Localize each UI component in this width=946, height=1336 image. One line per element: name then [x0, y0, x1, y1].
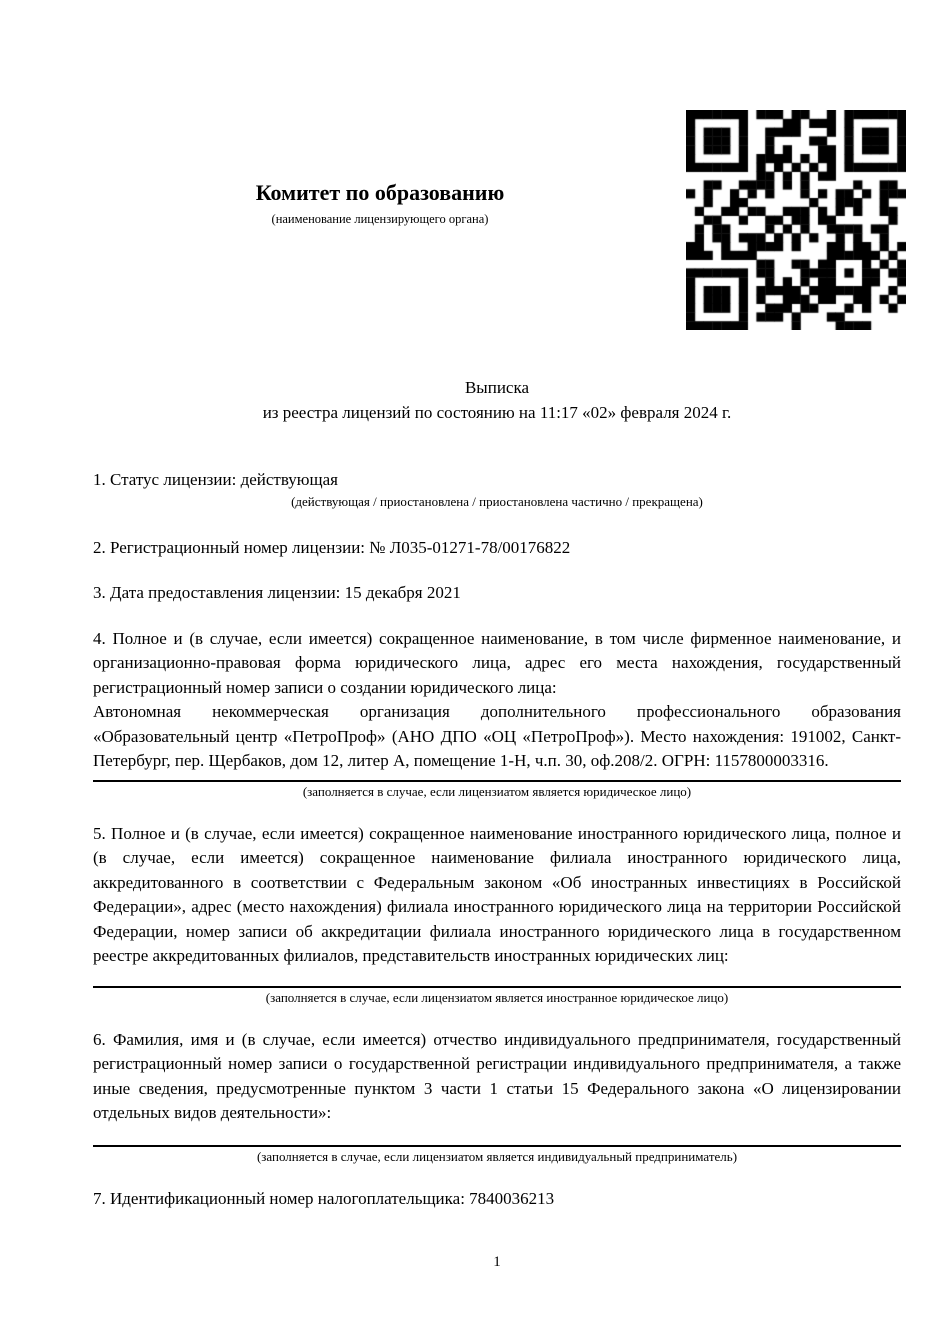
blank-field-line: [93, 986, 901, 988]
item-legal-entity: [93, 627, 901, 774]
qr-code-icon: [686, 110, 906, 330]
item-license-status-text: 1. Статус лицензии: действующая: [93, 470, 338, 489]
filled-field-line: [93, 780, 901, 782]
item-individual-entrepreneur: [93, 1028, 901, 1126]
document-title-line2: из реестра лицензий по состоянию на 11:17 «02» февраля 2024 г.: [262, 402, 732, 422]
licensing-authority-block: [93, 180, 667, 227]
licensing-authority-name: Комитет по образованию: [255, 180, 505, 205]
document-title-line1: Выписка: [464, 378, 530, 397]
item-foreign-entity-text: 5. Полное и (в случае, если имеется) сокращенное наименование иностранного юридического лица, полное и (в случае, если имеется) сокращенное наименование филиала иностранного юридического лица, аккредитованного в соответствии с Федеральным законом «Об иностранных инвестициях в Российской Федерации», адрес (место нахождения) филиала иностранного юридического лица на территории Российской Федерации, номер записи об аккредитации филиала иностранного юридического лица в государственном реестре аккредитованных филиалов, представительств иностранных юридических лиц:: [93, 823, 901, 965]
item-license-date-text: 3. Дата предоставления лицензии: 15 декабря 2021: [93, 583, 461, 602]
item-registration-number-text: 2. Регистрационный номер лицензии: № Л035-01271-78/00176822: [93, 537, 571, 557]
page-number: 1: [493, 1254, 501, 1270]
item-individual-entrepreneur-note: (заполняется в случае, если лицензиатом является индивидуальный предприниматель): [256, 1148, 738, 1164]
document-body: [93, 376, 901, 1211]
item-taxpayer-number: [93, 1187, 901, 1212]
licensing-authority-caption: (наименование лицензирующего органа): [271, 212, 489, 226]
item-license-status: [93, 468, 901, 493]
item-license-date: [93, 581, 901, 606]
item-foreign-entity: [93, 822, 901, 969]
item-legal-entity-value: Автономная некоммерческая организация дополнительного профессионального образования «Образовательный центр «ПетроПроф» (АНО ДПО «ОЦ «ПетроПроф»). Место нахождения: 191002, Санкт-Петербург, пер. Щербаков, дом 12, литер А, помещение 1-Н, ч.п. 30, оф.208/2. ОГРН: 1157800003316.: [93, 702, 901, 770]
item-individual-entrepreneur-text: 6. Фамилия, имя и (в случае, если имеется) отчество индивидуального предпринимателя, государственный регистрационный номер записи о государственной регистрации индивидуального предпринимателя, а также иные сведения, предусмотренные пунктом 3 части 1 статьи 15 Федерального закона «О лицензировании отдельных видов деятельности»:: [93, 1029, 901, 1122]
document-title: [93, 376, 901, 425]
item-foreign-entity-note: (заполняется в случае, если лицензиатом является иностранное юридическое лицо): [265, 989, 729, 1005]
item-registration-number: [93, 536, 901, 561]
item-license-status-note: (действующая / приостановлена / приостановлена частично / прекращена): [291, 493, 703, 509]
item-legal-entity-text: 4. Полное и (в случае, если имеется) сокращенное наименование, в том числе фирменное наименование, и организационно-правовая форма юридического лица, адрес его места нахождения, государственный регистрационный номер записи о создании юридического лица:: [93, 628, 901, 697]
blank-field-line: [93, 1145, 901, 1147]
item-legal-entity-note: (заполняется в случае, если лицензиатом является юридическое лицо): [302, 783, 692, 799]
item-taxpayer-number-text: 7. Идентификационный номер налогоплательщика: 7840036213: [93, 1188, 555, 1208]
